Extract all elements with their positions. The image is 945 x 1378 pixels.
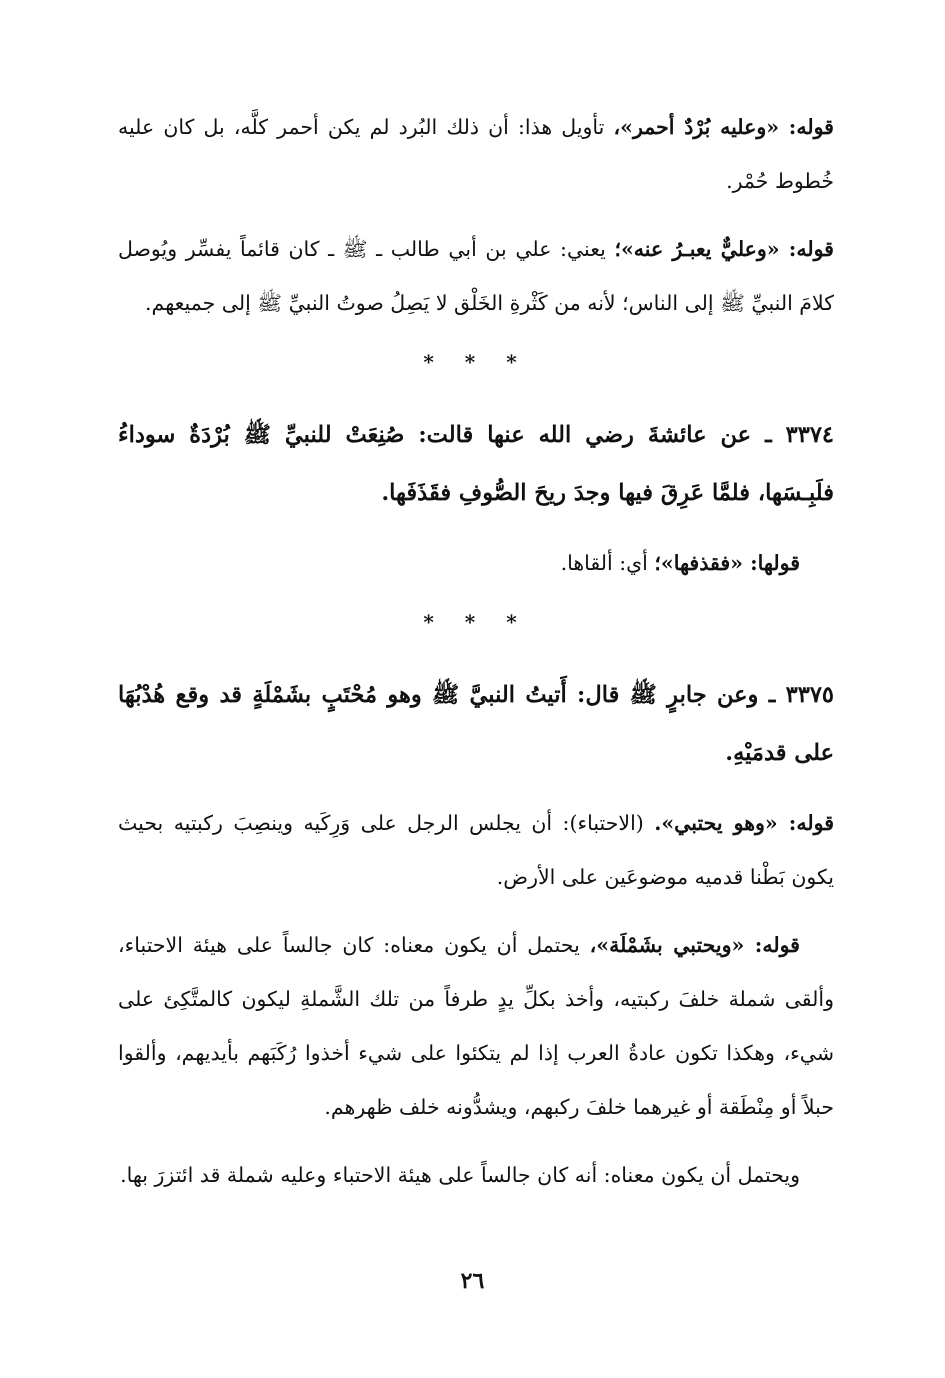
- commentary-text: (الاحتباء): أن يجلس الرجل على وَرِكَيه وينصِبَ ركبتيه بحيث يكون بَطْنا قدميه موضوعَين على الأرض.: [118, 811, 834, 889]
- commentary-text: يحتمل أن يكون معناه: كان جالساً على هيئة الاحتباء، وألقى شملة خلفَ ركبتيه، وأخذ بكلِّ يدٍ طرفاً من تلك الشَّملةِ ليكون كالمتَّكِئ على شيء، وهكذا تكون عادةُ العرب إذا لم يتكئوا على شيء أخذوا رُكَبَهم بأيديهم، وألقوا حبلاً أو مِنْطَقة أو غيرهما خلفَ ركبهم، ويشدُّونه خلف ظهرهم.: [118, 933, 834, 1119]
- commentary-paragraph-2: [118, 222, 834, 330]
- commentary-lead: قوله: «وعليه بُرْدٌ أحمر»،: [613, 115, 834, 139]
- hadith-3375: ٣٣٧٥ ـ وعن جابرٍ ﷺ قال: أَتيتُ النبيَّ ﷺ وهو مُحْتَبٍ بشَمْلَةٍ قد وقع هُدْبُهَا على قدمَيْهِ.: [118, 682, 834, 766]
- commentary-paragraph-3: [118, 796, 834, 904]
- commentary-text: ويحتمل أن يكون معناه: أنه كان جالساً على هيئة الاحتباء وعليه شملة قد ائتزرَ بها.: [120, 1163, 800, 1187]
- page-number: ٢٦: [460, 1268, 485, 1294]
- commentary-paragraph-5: [118, 1148, 834, 1202]
- commentary-paragraph-4: [118, 918, 834, 1134]
- section-separator: * * *: [423, 350, 529, 374]
- commentary-paragraph-1: [118, 100, 834, 208]
- note-lead: قولها: «فقذفها»؛: [654, 551, 800, 575]
- commentary-lead: قوله: «وهو يحتبي».: [654, 811, 834, 835]
- note-3374: [118, 536, 834, 590]
- section-separator: * * *: [423, 610, 529, 634]
- commentary-text: يعني: علي بن أبي طالب ـ ﷺ ـ كان قائماً يفسِّر ويُوصل كلامَ النبيِّ ﷺ إلى الناس؛ لأنه من كَثْرةِ الخَلْق لا يَصِلُ صوتُ النبيِّ ﷺ إلى جميعهم.: [118, 237, 834, 315]
- note-text: أي: ألقاها.: [560, 551, 655, 575]
- commentary-lead: قوله: «وعليٌّ يعبـرُ عنه»؛: [614, 237, 834, 261]
- commentary-lead: قوله: «ويحتبي بشَمْلَة»،: [589, 933, 800, 957]
- hadith-3374: ٣٣٧٤ ـ عن عائشةَ رضي الله عنها قالت: صُنِعَتْ للنبيِّ ﷺ بُرْدَةٌ سوداءُ فلَبِـسَها، فلمَّا عَرِقَ فيها وجدَ ريحَ الصُّوفِ فقَذَفَها.: [118, 422, 834, 506]
- commentary-text: تأويل هذا: أن ذلك البُرد لم يكن أحمر كلَّه، بل كان عليه خُطوط حُمْر.: [118, 115, 834, 193]
- page-body: [118, 100, 834, 1216]
